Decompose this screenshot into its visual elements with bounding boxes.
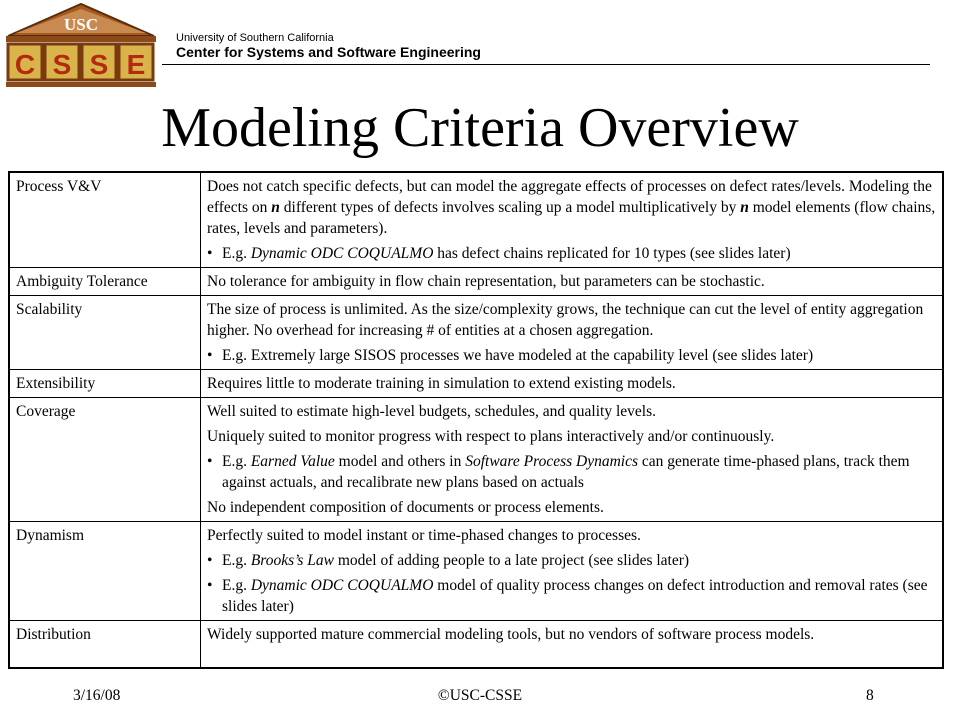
footer-copyright: ©USC-CSSE	[437, 687, 523, 704]
bullet-glyph: •	[207, 577, 213, 594]
criterion-description	[201, 621, 944, 669]
paragraph	[207, 624, 936, 645]
paragraph	[207, 525, 936, 546]
text-run: different types of defects involves scaling up a model multiplicatively by	[279, 199, 741, 216]
paragraph	[207, 497, 936, 518]
text-run: No tolerance for ambiguity in flow chain representation, but parameters can be stochastic.	[207, 273, 765, 290]
bullet-glyph: •	[207, 245, 213, 262]
criterion-label: Scalability	[9, 296, 201, 370]
paragraph	[207, 426, 936, 447]
criterion-label: Dynamism	[9, 522, 201, 621]
criteria-row	[9, 172, 943, 268]
criterion-description	[201, 268, 944, 296]
criterion-description	[201, 398, 944, 522]
bullet-glyph: •	[207, 453, 213, 470]
logo-letter-c: C	[14, 49, 36, 80]
bullet-paragraph	[207, 451, 936, 493]
bullet-paragraph	[207, 575, 936, 617]
text-run: model of quality process changes on defect introduction and removal rates (see slides later)	[222, 577, 928, 615]
criteria-row	[9, 370, 943, 398]
text-run: E.g.	[222, 577, 251, 594]
criterion-description	[201, 296, 944, 370]
text-run: n	[740, 199, 749, 216]
header-divider	[162, 64, 930, 65]
criterion-label: Coverage	[9, 398, 201, 522]
text-run: E.g.	[222, 552, 251, 569]
bullet-paragraph	[207, 345, 936, 366]
text-run: No independent composition of documents or process elements.	[207, 499, 604, 516]
text-run: model elements (flow chains, rates, levels and parameters).	[207, 199, 936, 237]
text-run: model and others in	[334, 453, 466, 470]
footer-page-number: 8	[866, 687, 874, 704]
logo-usc-text: USC	[63, 15, 99, 34]
criteria-row	[9, 522, 943, 621]
criterion-description	[201, 370, 944, 398]
paragraph	[207, 271, 936, 292]
logo-letter-s1: S	[52, 49, 72, 80]
bullet-glyph: •	[207, 552, 213, 569]
bullet-paragraph	[207, 243, 936, 264]
criteria-table	[8, 171, 944, 669]
text-run: Brooks’s Law	[250, 552, 334, 569]
text-run: E.g. Extremely large SISOS processes we have modeled at the capability level (see slides later)	[222, 347, 814, 364]
text-run: The size of process is unlimited. As the size/complexity grows, the technique can cut the level of entity aggregation higher. No overhead for increasing # of entities at a chosen aggregation.	[207, 301, 924, 339]
text-run: n	[271, 199, 280, 216]
text-run: E.g.	[222, 453, 251, 470]
text-run: can generate time-phased plans, track them against actuals, and recalibrate new plans based on actuals	[222, 453, 910, 491]
criterion-label: Distribution	[9, 621, 201, 669]
text-run: Does not catch specific defects, but can model the aggregate effects of processes on defect rates/levels. Modeling the effects on	[207, 178, 932, 216]
header-center-name: Center for Systems and Software Engineering	[176, 44, 481, 60]
criterion-description	[201, 172, 944, 268]
paragraph	[207, 176, 936, 239]
criteria-row	[9, 268, 943, 296]
text-run: model of adding people to a late project (see slides later)	[333, 552, 690, 569]
text-run: has defect chains replicated for 10 types (see slides later)	[433, 245, 791, 262]
text-run: Requires little to moderate training in simulation to extend existing models.	[207, 375, 676, 392]
paragraph	[207, 401, 936, 422]
text-run: Well suited to estimate high-level budgets, schedules, and quality levels.	[207, 403, 657, 420]
text-run: Earned Value	[250, 453, 335, 470]
header-university: University of Southern California	[176, 32, 334, 44]
text-run: Dynamic ODC COQUALMO	[250, 577, 434, 594]
criteria-row	[9, 296, 943, 370]
paragraph	[207, 299, 936, 341]
text-run: Software Process Dynamics	[465, 453, 639, 470]
text-run: Perfectly suited to model instant or time-phased changes to processes.	[207, 527, 641, 544]
usc-csse-logo	[2, 2, 160, 88]
text-run: Widely supported mature commercial modeling tools, but no vendors of software process models.	[207, 626, 815, 643]
text-run: Uniquely suited to monitor progress with respect to plans interactively and/or continuously.	[207, 428, 775, 445]
criteria-row	[9, 398, 943, 522]
paragraph	[207, 373, 936, 394]
logo-letter-s2: S	[89, 49, 109, 80]
slide-title: Modeling Criteria Overview	[161, 97, 799, 159]
criterion-label: Extensibility	[9, 370, 201, 398]
logo-letter-e: E	[126, 49, 146, 80]
text-run: E.g.	[222, 245, 251, 262]
bullet-paragraph	[207, 550, 936, 571]
criterion-label: Ambiguity Tolerance	[9, 268, 201, 296]
text-run: Dynamic ODC COQUALMO	[250, 245, 434, 262]
criteria-row	[9, 621, 943, 669]
criterion-label: Process V&V	[9, 172, 201, 268]
bullet-glyph: •	[207, 347, 213, 364]
criterion-description	[201, 522, 944, 621]
footer-date: 3/16/08	[73, 687, 121, 704]
